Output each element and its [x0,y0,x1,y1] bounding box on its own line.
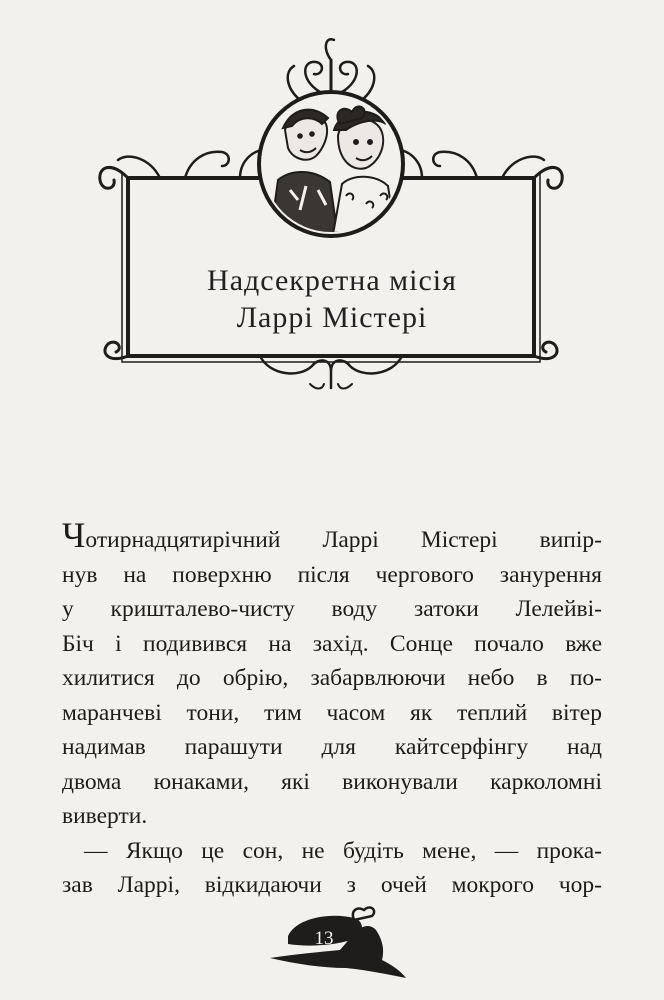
chapter-title [150,262,514,336]
text-line-3: у кришталево-чисту воду затоки Лелейві- [62,596,602,622]
text-line-7: надимав парашути для кайтсерфінгу над [62,734,602,760]
text-line-10: — Якщо це сон, не будіть мене, — прока- [84,837,602,864]
chapter-title-line-1: Надсекретна місія [207,264,457,297]
chapter-title-line-2: Ларрі Містері [236,301,428,334]
body-text [62,515,602,903]
text-line-9: виверти. [62,803,148,829]
two-characters-portrait-icon [259,92,403,240]
text-line-6: маранчеві тони, тим часом як теплий вітер [62,699,602,726]
text-line-8: двома юнаками, які виконували карколомні [62,768,602,795]
text-line-11: зав Ларрі, відкидаючи з очей мокрого чор- [62,872,602,898]
text-line-4: Біч і подивився на захід. Сонце почало вже [62,630,602,657]
page-number: 13 [314,928,334,949]
detective-hat-icon [266,898,426,988]
page-number-badge [266,898,426,988]
drop-cap: Ч [62,515,86,555]
text-line-1: Чотирнадцятирічний Ларрі Містері випір- [62,515,602,555]
text-line-2: нув на поверхню після чергового занурення [62,561,602,588]
text-line-5: хилитися до обрію, забарвлюючи небо в по- [62,665,602,691]
